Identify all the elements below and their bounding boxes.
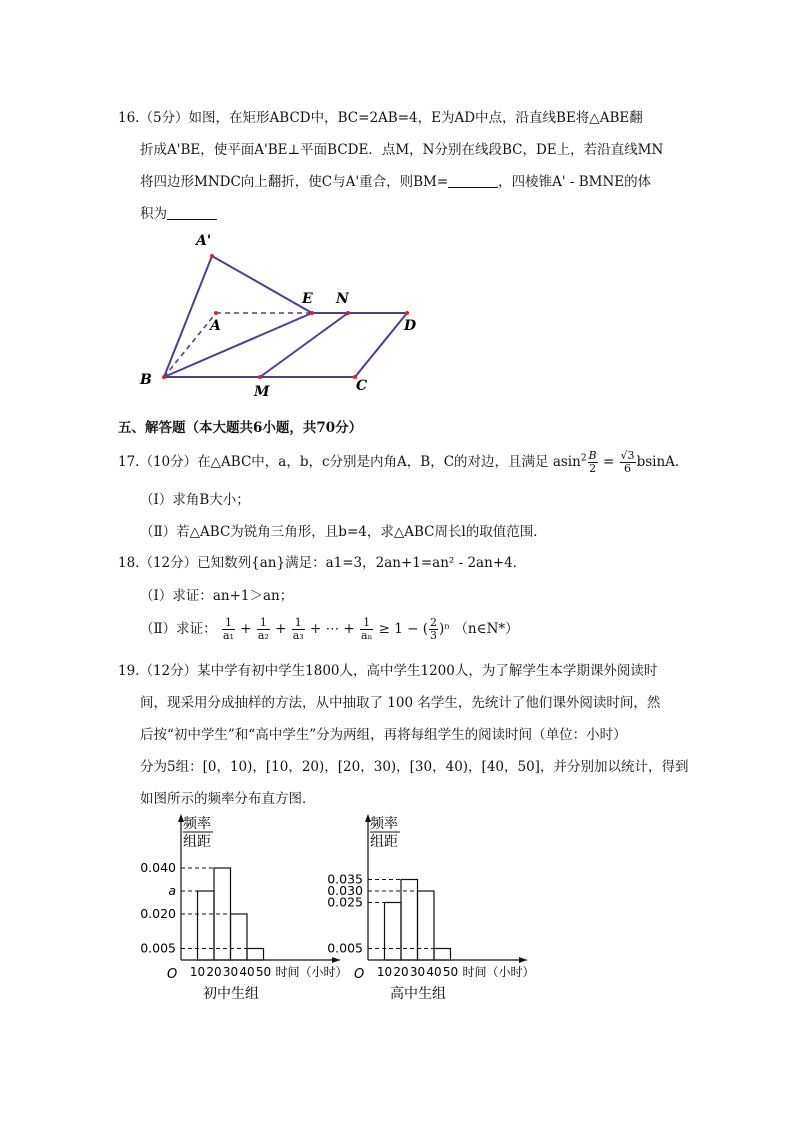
edge-ap-e	[212, 256, 312, 313]
origin-label: O	[167, 967, 178, 982]
x-tick-label: 20	[393, 965, 409, 979]
label-e: E	[302, 291, 313, 307]
bar-[10,20)	[385, 903, 402, 961]
x-tick-label: 30	[222, 965, 239, 979]
y-label-denominator: 组距	[370, 834, 398, 850]
y-label-numerator: 频率	[183, 816, 211, 832]
y-label-denominator: 组距	[183, 834, 211, 850]
label-b: B	[140, 372, 152, 388]
x-axis-label: 时间（小时）	[275, 965, 348, 979]
q17-part1: （Ⅰ）求角B大小；	[140, 492, 250, 508]
x-tick-label: 20	[206, 965, 222, 979]
bar-[10,20)	[198, 891, 215, 960]
label-d: D	[404, 318, 417, 334]
q17-line1b: bsinA.	[636, 454, 680, 470]
label-n: N	[336, 291, 349, 307]
q18-term3: $\frac{1}{\text{a₃}}$	[292, 616, 304, 642]
bar-[30,40)	[231, 914, 248, 960]
x-tick-label: 50	[442, 965, 459, 979]
x-tick-label: 50	[255, 965, 272, 979]
x-tick-label: 10	[189, 965, 206, 979]
q19-line2: 间，现采用分成抽样的方法，从中抽取了 100 名学生，先统计了他们课外阅读时间，然	[140, 695, 661, 711]
y-tick-label: 0.040	[140, 860, 176, 875]
edge-b-a-dashed	[164, 313, 216, 377]
q16-line2: 折成A'BE，使平面A'BE⊥平面BCDE．点M，N分别在线段BC，DE上，若沿直线MN	[140, 142, 664, 158]
q16-line3b: ，四棱锥A' - BMNE的体	[498, 174, 652, 190]
geometry-figure	[130, 228, 430, 398]
q16-line1: 16.（5分）如图，在矩形ABCD中，BC=2AB=4，E为AD中点，沿直线BE将△ABE翻	[118, 110, 643, 126]
q19-line1: 19.（12分）某中学有初中学生1800人，高中学生1200人，为了解学生本学期课外阅读时	[118, 663, 658, 679]
y-tick-label: 0.020	[140, 906, 176, 921]
q19-line4: 分为5组：[0，10)，[10，20)，[20，30)，[30，40)，[40，50]，并分别加以统计，得到	[140, 759, 689, 775]
label-a-prime: A'	[196, 233, 212, 249]
q19-line3: 后按“初中学生”和“高中学生”分为两组，再将每组学生的阅读时间（单位：小时）	[140, 727, 627, 743]
y-label-numerator: 频率	[370, 816, 398, 832]
origin-label: O	[354, 967, 365, 982]
q18-mid: + ⋯ +	[310, 621, 355, 637]
q18-frac-2-3: $\frac{2}{3}$	[430, 616, 437, 642]
histogram-title: 初中生组	[203, 986, 259, 1002]
q16-line3a: 将四边形MNDC向上翻折，使C与A'重合，则BM=	[140, 174, 449, 190]
q18-part1: （Ⅰ）求证：an+1＞an；	[140, 588, 294, 604]
q18-part2: （Ⅱ）求证： $\frac{1}{\text{a₁}}$ + $\frac{1}{\text{a₂}}$ + $\frac{1}{\text{a₃}}$ + ⋯ + $\frac{1}{\text{aₙ}}$ ≥ 1 − ( $\frac{2}{3}$ )ⁿ （n∈N*）	[140, 616, 519, 642]
x-axis-label: 时间（小时）	[462, 965, 535, 979]
answer-blank-bm[interactable]	[448, 175, 498, 188]
q19-line5: 如图所示的频率分布直方图．	[140, 791, 316, 807]
q18-tail: )ⁿ （n∈N*）	[439, 621, 519, 637]
q17-part2: （Ⅱ）若△ABC为锐角三角形，且b=4，求△ABC周长l的取值范围．	[140, 524, 547, 540]
y-tick-label: 0.005	[140, 940, 176, 956]
q17-line1a: 17.（10分）在△ABC中，a，b，c分别是内角A，B，C的对边，且满足 asin	[118, 454, 581, 470]
answer-blank-volume[interactable]	[167, 207, 217, 220]
q16-line4-text: 积为	[140, 206, 167, 222]
x-tick-label: 40	[239, 965, 255, 979]
q17-frac-sqrt3-6: $\frac{√3}{6}$	[620, 449, 635, 475]
x-tick-label: 40	[426, 965, 442, 979]
x-tick-label: 10	[376, 965, 393, 979]
histogram-senior	[312, 812, 535, 1032]
bar-[40,50]	[247, 949, 264, 961]
label-c: C	[356, 378, 368, 394]
bar-[30,40)	[418, 891, 435, 960]
section-heading: 五、解答题（本大题共6小题，共70分）	[118, 420, 363, 436]
q18-part2-label: （Ⅱ）求证：	[140, 621, 217, 637]
bar-[40,50]	[434, 949, 451, 961]
label-a: A	[210, 318, 221, 334]
q18-term1: $\frac{1}{\text{a₁}}$	[222, 616, 234, 642]
q16-line4	[140, 202, 217, 222]
bar-[20,30)	[401, 880, 418, 961]
label-m: M	[254, 384, 270, 400]
histogram-title: 高中生组	[390, 986, 446, 1002]
q18-term4: $\frac{1}{\text{aₙ}}$	[361, 616, 373, 642]
edge-c-d	[355, 313, 407, 377]
y-tick-label: 0.035	[327, 871, 363, 887]
edge-n-m	[260, 313, 348, 377]
y-tick-label: 0.025	[327, 894, 363, 910]
q16-line3	[140, 170, 651, 190]
q17-sup: 2	[580, 453, 587, 464]
x-tick-label: 30	[409, 965, 426, 979]
q18-term2: $\frac{1}{\text{a₂}}$	[257, 616, 269, 642]
x-axis-arrow	[519, 957, 527, 963]
q18-ge: ≥ 1 − (	[378, 621, 428, 637]
y-tick-label: a	[168, 883, 176, 898]
y-tick-label: 0.005	[327, 940, 363, 956]
y-tick-label: 0.030	[327, 883, 363, 898]
q17-line1	[118, 450, 679, 475]
q18-line1: 18.（12分）已知数列{an}满足：a1=3，2an+1=an² - 2an+4．	[118, 555, 527, 571]
q17-eq: =	[602, 454, 615, 470]
q17-frac-b2: $\frac{B}{2}$	[588, 449, 597, 475]
